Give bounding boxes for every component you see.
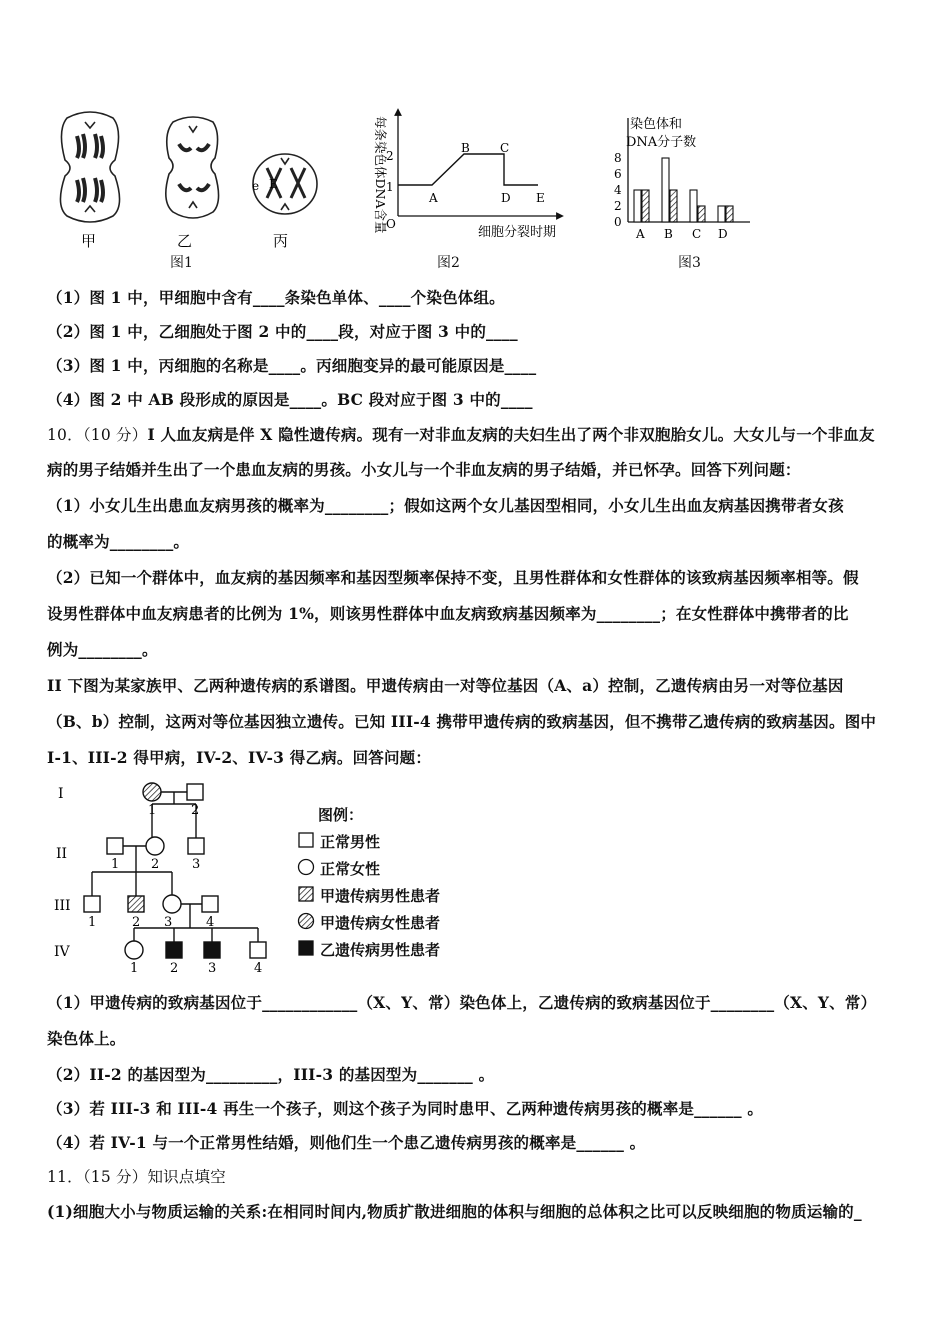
num-I-2: 2 — [191, 803, 200, 818]
q10-ii-q2: （2）II-2 的基因型为_________，III-3 的基因型为_______ 。 — [47, 1065, 495, 1084]
q9-sub4: （4）图 2 中 AB 段形成的原因是____。BC 段对应于图 3 中的____ — [47, 390, 533, 409]
figure-1-cells — [45, 108, 325, 268]
legend-circle-normal-female — [299, 860, 314, 875]
fig3-cat-A: A — [636, 227, 645, 241]
fig2-point-B: B — [461, 141, 470, 155]
fig3-bar-A-chromosome — [634, 190, 641, 222]
fig3-bar-C-chromosome — [690, 190, 697, 222]
q10-ii-q1b: 染色体上。 — [47, 1029, 126, 1048]
cell-jia-drawing — [60, 112, 119, 222]
fig2-ytick-2: 2 — [386, 149, 394, 163]
fig3-ytick-0: 0 — [614, 215, 622, 229]
legend-yi-male: 乙遗传病男性患者 — [320, 941, 441, 959]
fig2-point-E: E — [536, 191, 545, 205]
pedigree-chart — [50, 778, 290, 978]
fig3-ytick-2: 2 — [614, 199, 622, 213]
q10-ii-q4: （4）若 IV-1 与一个正常男性结婚，则他们生一个患乙遗传病男孩的概率是______ 。 — [47, 1133, 646, 1152]
fig3-bar-B-chromosome — [662, 158, 669, 222]
fig3-cat-C: C — [692, 227, 702, 241]
fig3-cat-D: D — [718, 227, 728, 241]
q11-number: 11．（15 分） — [47, 1168, 148, 1186]
fig3-title-line1: 染色体和 — [630, 117, 683, 132]
q9-sub2: （2）图 1 中，乙细胞处于图 2 中的____段，对应于图 3 中的____ — [47, 322, 518, 341]
num-IV-3: 3 — [208, 961, 217, 976]
gene-label-E: E — [269, 177, 278, 191]
III-4-normal-male — [202, 896, 218, 912]
legend-circle-jia-female — [299, 914, 314, 929]
III-1-normal-male — [84, 896, 100, 912]
IV-2-affected-male-yi — [166, 942, 182, 958]
figure-2-caption: 图2 — [437, 255, 460, 271]
q11-title: 知识点填空 — [147, 1168, 226, 1186]
figure-1-caption: 图1 — [170, 255, 193, 271]
I-1-affected-female-jia — [143, 783, 161, 801]
fig2-point-C: C — [500, 141, 510, 155]
II-1-normal-male — [107, 838, 123, 854]
q10-p2c: 例为________。 — [47, 640, 158, 659]
q10-p2a: （2）已知一个群体中，血友病的基因频率和基因型频率保持不变，且男性群体和女性群体的该致病基因频率相等。假 — [47, 568, 859, 587]
legend-jia-male: 甲遗传病男性患者 — [320, 887, 441, 905]
legend-square-normal-male — [299, 833, 313, 847]
fig3-bar-B-dna — [670, 190, 677, 222]
legend-square-jia-male — [299, 887, 313, 901]
q10-number: 10．（10 分） — [47, 426, 148, 444]
III-3-normal-female — [163, 895, 181, 913]
fig3-ytick-8: 8 — [614, 151, 622, 165]
gen-label-IV: IV — [54, 944, 70, 960]
II-2-normal-female — [146, 837, 164, 855]
fig3-ytick-4: 4 — [614, 183, 622, 197]
legend-title: 图例： — [318, 806, 364, 824]
legend-square-yi-male — [299, 941, 313, 955]
IV-4-normal-male — [250, 942, 266, 958]
num-III-1: 1 — [88, 915, 97, 930]
fig3-bar-D-chromosome — [718, 206, 725, 222]
fig2-ylabel: 每条染色体DNA含量 — [373, 116, 388, 234]
III-2-affected-male-jia — [128, 896, 144, 912]
figure-2-line-chart — [360, 104, 580, 244]
fig3-bar-C-dna — [698, 206, 705, 222]
IV-3-affected-male-yi — [204, 942, 220, 958]
fig3-bar-D-dna — [726, 206, 733, 222]
num-III-3: 3 — [164, 915, 173, 930]
q10-p1a: （1）小女儿生出患血友病男孩的概率为________；假如这两个女儿基因型相同，小女儿生出血友病基因携带者女孩 — [47, 496, 844, 515]
cell-label-jia: 甲 — [81, 232, 97, 250]
I-2-normal-male — [187, 784, 203, 800]
q10-p1b: 的概率为________。 — [47, 532, 190, 551]
q9-sub3: （3）图 1 中，丙细胞的名称是____。丙细胞变异的最可能原因是____ — [47, 356, 537, 375]
num-IV-2: 2 — [170, 961, 179, 976]
gen-label-III: III — [54, 898, 71, 914]
fig3-bar-A-dna — [642, 190, 649, 222]
legend-symbols — [296, 830, 318, 960]
figure-3-bar-chart — [600, 108, 760, 248]
fig2-point-A: A — [429, 191, 438, 205]
cell-bing-drawing — [253, 154, 317, 214]
fig3-cat-B: B — [664, 227, 673, 241]
q10-ii-a: II 下图为某家族甲、乙两种遗传病的系谱图。甲遗传病由一对等位基因（A、a）控制，乙遗传病由另一对等位基因 — [47, 676, 844, 695]
num-IV-4: 4 — [254, 961, 263, 976]
q10-ii-q3: （3）若 III-3 和 III-4 再生一个孩子，则这个孩子为同时患甲、乙两种遗传病男孩的概率是______ 。 — [47, 1099, 764, 1118]
q9-sub1: （1）图 1 中，甲细胞中含有____条染色单体、____个染色体组。 — [47, 288, 505, 307]
q10-ii-b: （B、b）控制，这两对等位基因独立遗传。已知 III-4 携带甲遗传病的致病基因，但不携带乙遗传病的致病基因。图中 — [47, 712, 877, 731]
II-3-normal-male — [188, 838, 204, 854]
gen-label-II: II — [56, 846, 68, 862]
num-III-4: 4 — [206, 915, 215, 930]
fig2-point-D: D — [501, 191, 511, 205]
q11-p1: (1)细胞大小与物质运输的关系:在相同时间内,物质扩散进细胞的体积与细胞的总体积之比可以反映细胞的物质运输的_ — [47, 1202, 862, 1221]
fig2-line — [398, 154, 538, 185]
cell-label-bing: 丙 — [273, 232, 289, 250]
num-II-1: 1 — [111, 857, 120, 872]
num-IV-1: 1 — [130, 961, 139, 976]
fig3-title-line2: DNA分子数 — [626, 135, 697, 150]
q10-intro-a — [47, 423, 875, 445]
q10-p2b: 设男性群体中血友病患者的比例为 1%，则该男性群体中血友病致病基因频率为________；在女性群体中携带者的比 — [47, 604, 849, 623]
num-II-3: 3 — [192, 857, 201, 872]
gen-label-I: I — [58, 786, 64, 802]
cell-label-yi: 乙 — [177, 232, 193, 250]
q10-ii-q1a: （1）甲遗传病的致病基因位于____________（X、Y、常）染色体上，乙遗传病的致病基因位于________（X、Y、常） — [47, 993, 877, 1012]
fig3-ytick-6: 6 — [614, 167, 622, 181]
gene-label-e: e — [252, 179, 260, 193]
IV-1-normal-female — [125, 941, 143, 959]
cell-yi-drawing — [166, 117, 219, 218]
legend-normal-male: 正常男性 — [320, 833, 381, 851]
fig2-origin: O — [386, 217, 396, 231]
legend-jia-female: 甲遗传病女性患者 — [320, 914, 441, 932]
q10-intro-text: I 人血友病是伴 X 隐性遗传病。现有一对非血友病的夫妇生出了两个非双胞胎女儿。大女儿与一个非血友 — [147, 425, 875, 444]
fig2-ytick-1: 1 — [386, 180, 394, 194]
legend-normal-female: 正常女性 — [320, 860, 381, 878]
q10-intro-b: 病的男子结婚并生出了一个患血友病的男孩。小女儿与一个非血友病的男子结婚，并已怀孕。回答下列问题： — [47, 460, 801, 479]
q10-ii-c: I-1、III-2 得甲病，IV-2、IV-3 得乙病。回答问题： — [47, 748, 432, 767]
q11-heading — [47, 1165, 226, 1187]
figure-3-caption: 图3 — [678, 255, 701, 271]
num-II-2: 2 — [151, 857, 160, 872]
fig2-xlabel: 细胞分裂时期 — [478, 225, 557, 240]
num-I-1: 1 — [148, 803, 157, 818]
num-III-2: 2 — [132, 915, 141, 930]
